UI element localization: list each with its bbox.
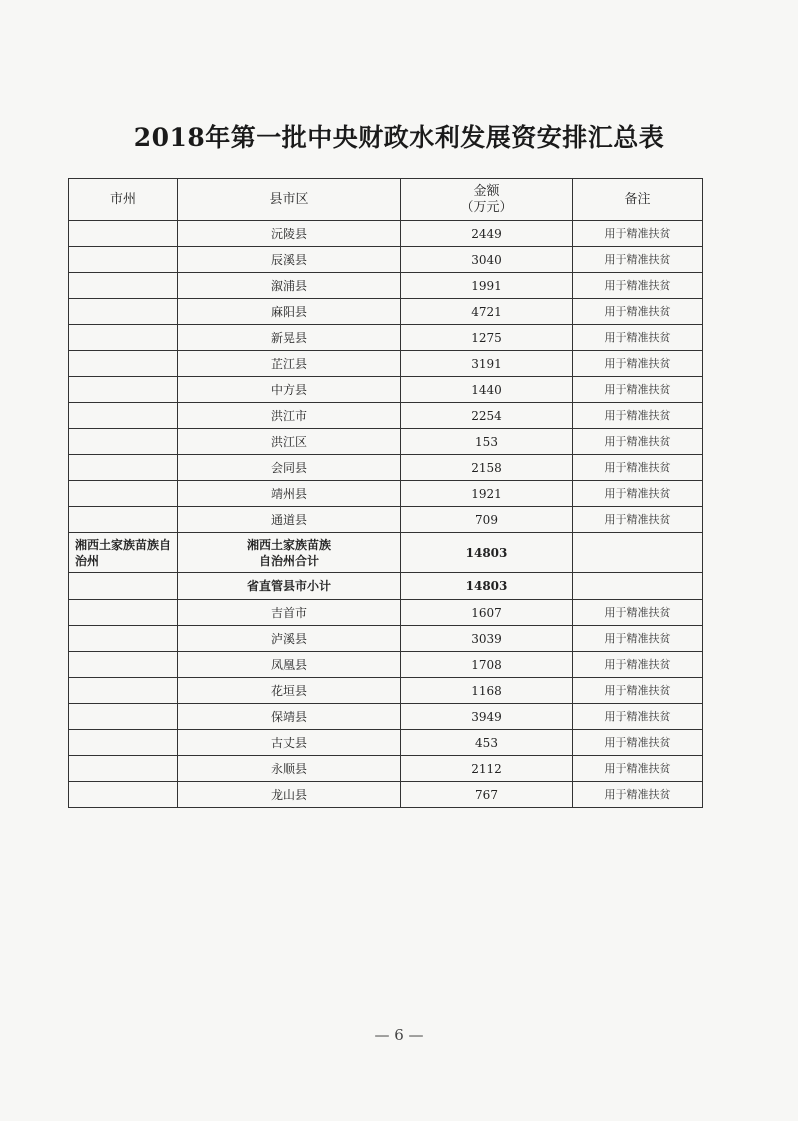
city-cell [69,221,178,247]
amount-cell: 1168 [401,678,573,704]
table-row [69,455,703,481]
note-cell: 用于精准扶贫 [573,299,703,325]
prefecture-total-note [573,533,703,573]
amount-cell: 2158 [401,455,573,481]
city-cell [69,678,178,704]
page-number: — 6 — [374,1026,424,1044]
amount-cell: 453 [401,730,573,756]
county-cell: 芷江县 [178,351,401,377]
city-cell [69,652,178,678]
amount-cell: 3040 [401,247,573,273]
note-cell: 用于精准扶贫 [573,377,703,403]
city-cell [69,273,178,299]
table-row [69,626,703,652]
city-cell [69,351,178,377]
prefecture-total-label-line2: 自治州合计 [258,553,319,568]
amount-cell: 153 [401,429,573,455]
county-cell: 凤凰县 [178,652,401,678]
county-cell: 沅陵县 [178,221,401,247]
city-cell [69,730,178,756]
subtotal-amount: 14803 [401,573,573,600]
table-row [69,247,703,273]
table-row [69,403,703,429]
note-cell: 用于精准扶贫 [573,782,703,808]
county-cell: 中方县 [178,377,401,403]
table-row [69,782,703,808]
note-cell: 用于精准扶贫 [573,325,703,351]
amount-cell: 1991 [401,273,573,299]
city-cell [69,756,178,782]
amount-cell: 1275 [401,325,573,351]
county-cell: 会同县 [178,455,401,481]
county-cell: 古丈县 [178,730,401,756]
city-cell [69,455,178,481]
county-cell: 新晃县 [178,325,401,351]
county-cell: 永顺县 [178,756,401,782]
subtotal-label: 省直管县市小计 [178,573,401,600]
header-amount [401,179,573,221]
table-row [69,377,703,403]
table-row [69,221,703,247]
table-row [69,325,703,351]
prefecture-name-line2: 治州 [75,553,100,568]
note-cell: 用于精准扶贫 [573,247,703,273]
page-title: 2018年第一批中央财政水利发展资安排汇总表 [133,123,665,152]
prefecture-total-label-line1: 湘西土家族苗族 [246,537,331,552]
note-cell: 用于精准扶贫 [573,678,703,704]
amount-cell: 767 [401,782,573,808]
city-cell [69,704,178,730]
table-row [69,704,703,730]
county-cell: 吉首市 [178,600,401,626]
prefecture-total-row [69,533,703,573]
table-row [69,351,703,377]
table-row [69,299,703,325]
amount-cell: 4721 [401,299,573,325]
note-cell: 用于精准扶贫 [573,704,703,730]
prefecture-name-cell [69,533,178,573]
header-city: 市州 [69,179,178,221]
county-cell: 龙山县 [178,782,401,808]
note-cell: 用于精准扶贫 [573,481,703,507]
county-cell: 花垣县 [178,678,401,704]
amount-cell: 3191 [401,351,573,377]
note-cell: 用于精准扶贫 [573,652,703,678]
amount-cell: 1607 [401,600,573,626]
note-cell: 用于精准扶贫 [573,455,703,481]
header-amount-line2: （万元） [460,199,513,215]
table-row [69,481,703,507]
subtotal-row [69,573,703,600]
subtotal-city-cell [69,573,178,600]
county-cell: 保靖县 [178,704,401,730]
amount-cell: 2449 [401,221,573,247]
city-cell [69,507,178,533]
header-county: 县市区 [178,179,401,221]
note-cell: 用于精准扶贫 [573,626,703,652]
amount-cell: 1921 [401,481,573,507]
table-row [69,756,703,782]
amount-cell: 1440 [401,377,573,403]
note-cell: 用于精准扶贫 [573,730,703,756]
table-row [69,652,703,678]
city-cell [69,600,178,626]
prefecture-name-line1: 湘西土家族苗族自 [75,537,172,552]
city-cell [69,325,178,351]
prefecture-total-amount: 14803 [401,533,573,573]
subtotal-note [573,573,703,600]
city-cell [69,626,178,652]
funding-summary-table [68,178,703,808]
amount-cell: 3949 [401,704,573,730]
note-cell: 用于精准扶贫 [573,429,703,455]
prefecture-total-label-cell [178,533,401,573]
table-row [69,730,703,756]
amount-cell: 2112 [401,756,573,782]
amount-cell: 3039 [401,626,573,652]
city-cell [69,247,178,273]
county-cell: 洪江市 [178,403,401,429]
city-cell [69,429,178,455]
county-cell: 辰溪县 [178,247,401,273]
note-cell: 用于精准扶贫 [573,351,703,377]
note-cell: 用于精准扶贫 [573,221,703,247]
note-cell: 用于精准扶贫 [573,273,703,299]
city-cell [69,481,178,507]
note-cell: 用于精准扶贫 [573,403,703,429]
table-row [69,429,703,455]
header-note: 备注 [573,179,703,221]
header-amount-line1: 金额 [473,183,500,199]
note-cell: 用于精准扶贫 [573,600,703,626]
amount-cell: 1708 [401,652,573,678]
city-cell [69,782,178,808]
table-row [69,678,703,704]
county-cell: 泸溪县 [178,626,401,652]
county-cell: 麻阳县 [178,299,401,325]
county-cell: 通道县 [178,507,401,533]
header-row [69,179,703,221]
amount-cell: 709 [401,507,573,533]
city-cell [69,377,178,403]
city-cell [69,403,178,429]
county-cell: 靖州县 [178,481,401,507]
table-row [69,600,703,626]
note-cell: 用于精准扶贫 [573,756,703,782]
amount-cell: 2254 [401,403,573,429]
city-cell [69,299,178,325]
table-row [69,507,703,533]
note-cell: 用于精准扶贫 [573,507,703,533]
county-cell: 洪江区 [178,429,401,455]
county-cell: 溆浦县 [178,273,401,299]
table-row [69,273,703,299]
